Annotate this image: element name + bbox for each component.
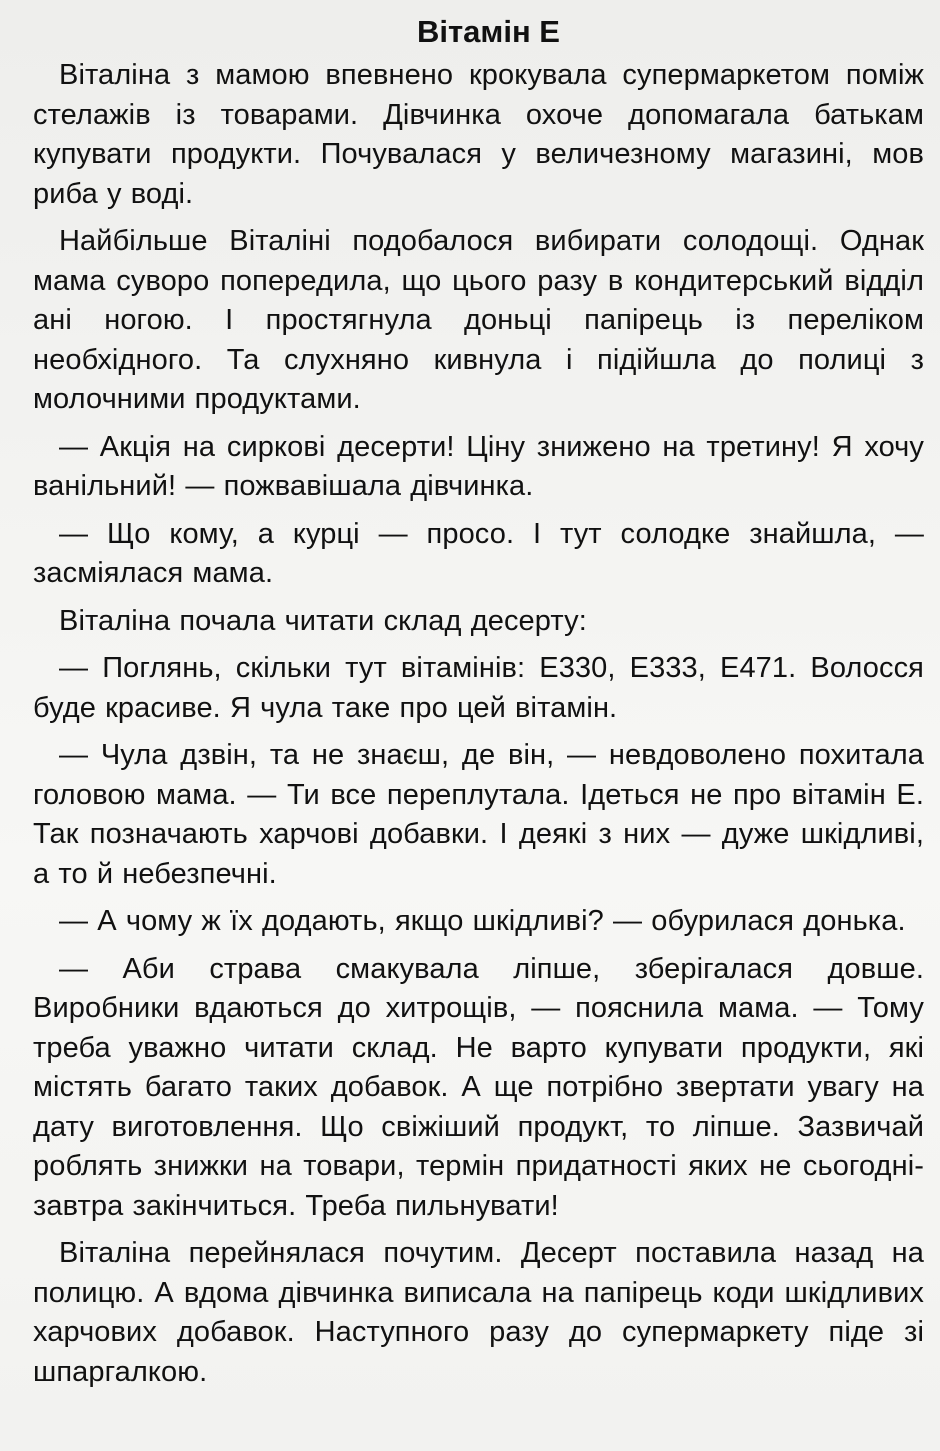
paragraph-9: — Аби страва смакувала ліпше, зберігалася довше. Виробники вдаються до хитрощів, — пояснила мама. — Тому треба уважно читати склад. Не варто купувати продукти, які містять багато таких добавок. А ще потрібно звертати увагу на дату виготовлення. Що свіжіший продукт, то ліпше. Зазвичай роблять знижки на товари, термін придатності яких не сьогодні-завтра закінчиться. Треба пильнувати! (33, 952, 924, 1222)
paragraph-2: Найбільше Віталіні подобалося вибирати солодощі. Однак мама суворо попередила, що цього разу в кондитерський відділ ані ногою. І простягнула доньці папірець із переліком необхідного. Та слухняно кивнула і підійшла до полиці з молочними продуктами. (33, 225, 924, 415)
paragraph-10: Віталіна перейнялася почутим. Десерт поставила назад на полицю. А вдома дівчинка виписала на папірець коди шкідливих харчових добавок. Наступного разу до супермаркету піде зі шпаргалкою. (33, 1237, 924, 1388)
paragraph-3: — Акція на сиркові десерти! Ціну знижено на третину! Я хочу ванільний! — пожвавішала дівчинка. (33, 430, 924, 502)
paragraph-4: — Що кому, а курці — просо. І тут солодке знайшла, — засміялася мама. (33, 517, 924, 589)
paragraph-1: Віталіна з мамою впевнено крокувала супермаркетом поміж стелажів із товарами. Дівчинка охоче допомагала батькам купувати продукти. Почувалася у величезному магазині, мов риба у воді. (33, 59, 924, 210)
paragraph-7: — Чула дзвін, та не знаєш, де він, — невдоволено похитала головою мама. — Ти все переплутала. Ідеться не про вітамін Е. Так позначають харчові добавки. І деякі з них — дуже шкідливі, а то й небезпечні. (33, 739, 924, 890)
page-title: Вітамін Е (417, 14, 560, 49)
paragraph-5: Віталіна почала читати склад десерту: (59, 604, 587, 637)
paragraph-8: — А чому ж їх додають, якщо шкідливі? — обурилася донька. (59, 905, 906, 937)
paragraph-6: — Поглянь, скільки тут вітамінів: Е330, Е333, Е471. Волосся буде красиве. Я чула таке про цей вітамін. (33, 652, 924, 724)
